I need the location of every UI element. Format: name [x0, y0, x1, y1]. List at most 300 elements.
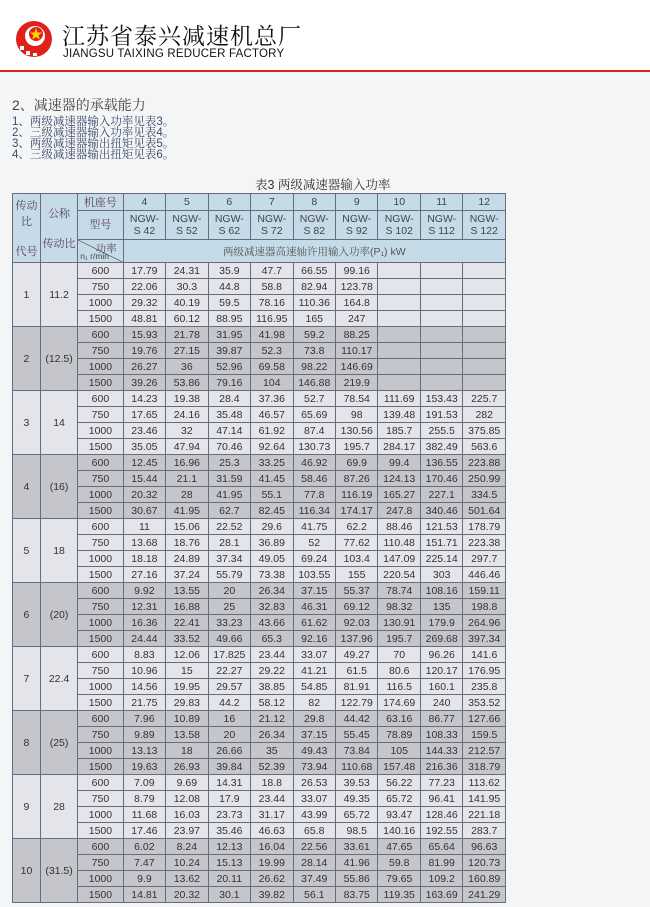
power-value: 41.96 [336, 855, 378, 871]
power-value: 78.54 [336, 391, 378, 407]
power-value: 63.16 [378, 711, 420, 727]
power-value: 247 [336, 311, 378, 327]
power-value: 41.95 [166, 503, 208, 519]
power-value: 41.45 [251, 471, 293, 487]
table-row [13, 743, 506, 759]
power-value: 96.26 [420, 647, 462, 663]
header-text: 公称 [48, 208, 71, 220]
power-value: 49.05 [251, 551, 293, 567]
power-value: 29.22 [251, 663, 293, 679]
power-value: 23.46 [123, 423, 165, 439]
power-value: 39.26 [123, 375, 165, 391]
power-value: 116.19 [336, 487, 378, 503]
speed-cell: 750 [78, 535, 123, 551]
power-value: 30.67 [123, 503, 165, 519]
reference-list [12, 117, 174, 161]
speed-cell: 1500 [78, 311, 123, 327]
power-value: 92.03 [336, 615, 378, 631]
power-value [420, 327, 462, 343]
power-value: 55.86 [336, 871, 378, 887]
power-value: 12.45 [123, 455, 165, 471]
power-value: 14.81 [123, 887, 165, 903]
frame-number: 9 [336, 194, 378, 211]
power-value: 22.06 [123, 279, 165, 295]
power-value: 105 [378, 743, 420, 759]
nominal-ratio: (16) [40, 455, 77, 519]
power-value: 165.27 [378, 487, 420, 503]
power-value [463, 279, 506, 295]
power-value: 41.75 [293, 519, 335, 535]
power-value: 37.49 [293, 871, 335, 887]
power-value: 220.54 [378, 567, 420, 583]
power-value: 15.13 [208, 855, 250, 871]
list-item: 2、三级减速器输入功率见表4。 [12, 127, 175, 139]
nominal-ratio: (20) [40, 583, 77, 647]
table-row [13, 263, 506, 279]
power-value: 25 [208, 599, 250, 615]
power-value: 26.34 [251, 583, 293, 599]
table-row [13, 407, 506, 423]
power-value: 69.58 [251, 359, 293, 375]
power-value: 11 [123, 519, 165, 535]
power-value: 179.9 [420, 615, 462, 631]
speed-cell: 600 [78, 583, 123, 599]
power-value: 195.7 [378, 631, 420, 647]
gear-star-logo-icon [14, 16, 54, 62]
power-value: 18.76 [166, 535, 208, 551]
power-value [378, 375, 420, 391]
table-row [13, 423, 506, 439]
power-value: 31.17 [251, 807, 293, 823]
power-value: 160.1 [420, 679, 462, 695]
power-value: 86.77 [420, 711, 462, 727]
power-value: 146.69 [336, 359, 378, 375]
power-value: 15 [166, 663, 208, 679]
power-value: 73.84 [336, 743, 378, 759]
power-value: 83.75 [336, 887, 378, 903]
power-value: 147.09 [378, 551, 420, 567]
table-row [13, 599, 506, 615]
table-row [13, 615, 506, 631]
power-value: 103.55 [293, 567, 335, 583]
ratio-code: 8 [13, 711, 41, 775]
power-value: 60.12 [166, 311, 208, 327]
power-value [378, 311, 420, 327]
power-value: 39.53 [336, 775, 378, 791]
power-value: 13.58 [166, 727, 208, 743]
power-value: 96.41 [420, 791, 462, 807]
frame-number: 11 [420, 194, 462, 211]
table-row [13, 279, 506, 295]
power-value: 40.19 [166, 295, 208, 311]
power-value [463, 263, 506, 279]
speed-cell: 1000 [78, 615, 123, 631]
power-value: 43.66 [251, 615, 293, 631]
table-row [13, 551, 506, 567]
nominal-ratio: 22.4 [40, 647, 77, 711]
power-value: 35 [251, 743, 293, 759]
power-value: 157.48 [378, 759, 420, 775]
power-value: 240 [420, 695, 462, 711]
power-value: 29.32 [123, 295, 165, 311]
power-value: 81.99 [420, 855, 462, 871]
power-value: 8.83 [123, 647, 165, 663]
speed-cell: 600 [78, 455, 123, 471]
power-value: 55.1 [251, 487, 293, 503]
power-value: 47.14 [208, 423, 250, 439]
power-value: 110.36 [293, 295, 335, 311]
power-value: 29.57 [208, 679, 250, 695]
power-value: 37.15 [293, 727, 335, 743]
power-value: 66.55 [293, 263, 335, 279]
power-value: 37.15 [293, 583, 335, 599]
power-value: 98 [336, 407, 378, 423]
power-value: 20.11 [208, 871, 250, 887]
power-value: 130.56 [336, 423, 378, 439]
power-value: 32 [166, 423, 208, 439]
speed-cell: 750 [78, 855, 123, 871]
header-text: 传动比 [15, 200, 38, 228]
power-value: 65.3 [251, 631, 293, 647]
power-value: 73.38 [251, 567, 293, 583]
nominal-ratio-header [40, 194, 77, 263]
speed-cell: 600 [78, 775, 123, 791]
speed-cell: 1000 [78, 871, 123, 887]
power-value: 219.9 [336, 375, 378, 391]
power-value: 10.89 [166, 711, 208, 727]
power-value: 37.36 [251, 391, 293, 407]
speed-cell: 1500 [78, 759, 123, 775]
power-value: 17.46 [123, 823, 165, 839]
power-value: 52.7 [293, 391, 335, 407]
power-value: 61.62 [293, 615, 335, 631]
speed-cell: 1000 [78, 295, 123, 311]
power-value: 255.5 [420, 423, 462, 439]
speed-cell: 1500 [78, 631, 123, 647]
power-value: 35.05 [123, 439, 165, 455]
power-value: 283.7 [463, 823, 506, 839]
power-value: 23.44 [251, 647, 293, 663]
power-value: 140.16 [378, 823, 420, 839]
power-value: 48.81 [123, 311, 165, 327]
power-value: 49.35 [336, 791, 378, 807]
power-value [420, 295, 462, 311]
power-value: 47.94 [166, 439, 208, 455]
power-value: 23.97 [166, 823, 208, 839]
speed-cell: 600 [78, 839, 123, 855]
power-value: 26.62 [251, 871, 293, 887]
power-value: 35.9 [208, 263, 250, 279]
power-value: 46.63 [251, 823, 293, 839]
speed-cell: 1000 [78, 743, 123, 759]
power-value: 65.72 [336, 807, 378, 823]
power-value: 24.89 [166, 551, 208, 567]
table-row [13, 343, 506, 359]
table-row [13, 311, 506, 327]
power-value: 99.16 [336, 263, 378, 279]
power-value: 13.68 [123, 535, 165, 551]
power-value: 16.96 [166, 455, 208, 471]
power-value: 174.17 [336, 503, 378, 519]
power-value: 36 [166, 359, 208, 375]
power-value: 212.57 [463, 743, 506, 759]
power-value: 15.44 [123, 471, 165, 487]
power-value: 124.13 [378, 471, 420, 487]
power-value: 88.25 [336, 327, 378, 343]
power-value: 28.14 [293, 855, 335, 871]
power-value: 55.37 [336, 583, 378, 599]
ratio-code: 1 [13, 263, 41, 327]
model-name: NGW-S 72 [251, 211, 293, 240]
company-name-en: JIANGSU TAIXING REDUCER FACTORY [63, 48, 285, 60]
power-value: 9.92 [123, 583, 165, 599]
power-value [378, 279, 420, 295]
speed-cell: 600 [78, 519, 123, 535]
power-value: 39.87 [208, 343, 250, 359]
model-name: NGW-S 82 [293, 211, 335, 240]
speed-cell: 1500 [78, 375, 123, 391]
power-value [420, 263, 462, 279]
power-value: 18 [166, 743, 208, 759]
power-value: 21.1 [166, 471, 208, 487]
power-value: 73.94 [293, 759, 335, 775]
power-value: 78.16 [251, 295, 293, 311]
power-value: 26.34 [251, 727, 293, 743]
power-value: 10.24 [166, 855, 208, 871]
table-row [13, 823, 506, 839]
power-value: 35.46 [208, 823, 250, 839]
power-value: 82 [293, 695, 335, 711]
power-value: 20.32 [166, 887, 208, 903]
power-value: 77.8 [293, 487, 335, 503]
power-value: 17.825 [208, 647, 250, 663]
power-value: 9.89 [123, 727, 165, 743]
power-value: 7.96 [123, 711, 165, 727]
speed-cell: 750 [78, 599, 123, 615]
power-value: 56.22 [378, 775, 420, 791]
power-value: 30.3 [166, 279, 208, 295]
power-value: 44.8 [208, 279, 250, 295]
table-row [13, 727, 506, 743]
power-value: 235.8 [463, 679, 506, 695]
list-item: 1、两级减速器输入功率见表3。 [12, 116, 175, 128]
power-value: 104 [251, 375, 293, 391]
power-value: 29.8 [293, 711, 335, 727]
speed-cell: 750 [78, 279, 123, 295]
power-value: 176.95 [463, 663, 506, 679]
power-value [420, 359, 462, 375]
power-value: 185.7 [378, 423, 420, 439]
power-value: 130.73 [293, 439, 335, 455]
power-value: 73.8 [293, 343, 335, 359]
power-value: 382.49 [420, 439, 462, 455]
power-value: 103.4 [336, 551, 378, 567]
speed-cell: 1500 [78, 695, 123, 711]
power-value: 92.64 [251, 439, 293, 455]
power-table [12, 193, 506, 903]
speed-cell: 1500 [78, 439, 123, 455]
power-value: 37.24 [166, 567, 208, 583]
power-value: 58.8 [251, 279, 293, 295]
power-value: 12.08 [166, 791, 208, 807]
power-value: 297.7 [463, 551, 506, 567]
power-value: 108.16 [420, 583, 462, 599]
frame-number: 8 [293, 194, 335, 211]
power-value: 25.3 [208, 455, 250, 471]
power-value [378, 263, 420, 279]
power-value: 35.48 [208, 407, 250, 423]
model-name: NGW-S 102 [378, 211, 420, 240]
table-row [13, 887, 506, 903]
power-value: 47.7 [251, 263, 293, 279]
table-row [13, 487, 506, 503]
frame-number: 5 [166, 194, 208, 211]
power-value: 116.5 [378, 679, 420, 695]
speed-cell: 1500 [78, 887, 123, 903]
power-value: 52.39 [251, 759, 293, 775]
power-value: 56.1 [293, 887, 335, 903]
power-value: 69.24 [293, 551, 335, 567]
power-value: 87.4 [293, 423, 335, 439]
table-row [13, 855, 506, 871]
list-item: 4、三级减速器输出扭矩见表6。 [12, 149, 175, 161]
power-value [463, 343, 506, 359]
power-value: 353.52 [463, 695, 506, 711]
power-value: 38.85 [251, 679, 293, 695]
power-value: 17.9 [208, 791, 250, 807]
power-value: 58.12 [251, 695, 293, 711]
power-value: 27.15 [166, 343, 208, 359]
power-value: 53.86 [166, 375, 208, 391]
power-value: 18.8 [251, 775, 293, 791]
nominal-ratio: (31.5) [40, 839, 77, 903]
power-value: 93.47 [378, 807, 420, 823]
power-value: 82.94 [293, 279, 335, 295]
model-name: NGW-S 122 [463, 211, 506, 240]
model-name: NGW-S 62 [208, 211, 250, 240]
power-value: 79.16 [208, 375, 250, 391]
power-value [463, 327, 506, 343]
table-row [13, 295, 506, 311]
power-value: 96.63 [463, 839, 506, 855]
power-value: 223.38 [463, 535, 506, 551]
power-value: 264.96 [463, 615, 506, 631]
power-value: 33.07 [293, 647, 335, 663]
power-value: 216.36 [420, 759, 462, 775]
speed-cell: 600 [78, 647, 123, 663]
power-value: 8.79 [123, 791, 165, 807]
power-value: 19.76 [123, 343, 165, 359]
power-value: 14.56 [123, 679, 165, 695]
power-value: 13.13 [123, 743, 165, 759]
nominal-ratio: 28 [40, 775, 77, 839]
table-row [13, 663, 506, 679]
power-value: 33.52 [166, 631, 208, 647]
power-value: 79.65 [378, 871, 420, 887]
power-value: 397.34 [463, 631, 506, 647]
power-value: 14.23 [123, 391, 165, 407]
power-value: 22.56 [293, 839, 335, 855]
ratio-code: 9 [13, 775, 41, 839]
power-value: 44.42 [336, 711, 378, 727]
frame-number: 10 [378, 194, 420, 211]
power-value: 146.88 [293, 375, 335, 391]
speed-cell: 1500 [78, 567, 123, 583]
power-value: 33.07 [293, 791, 335, 807]
power-value: 39.84 [208, 759, 250, 775]
power-value: 223.88 [463, 455, 506, 471]
table-row [13, 647, 506, 663]
power-value: 62.2 [336, 519, 378, 535]
power-value: 170.46 [420, 471, 462, 487]
table-row [13, 455, 506, 471]
power-value: 108.33 [420, 727, 462, 743]
power-value: 10.96 [123, 663, 165, 679]
power-value: 28.1 [208, 535, 250, 551]
power-value: 110.68 [336, 759, 378, 775]
power-value: 9.9 [123, 871, 165, 887]
power-value: 7.09 [123, 775, 165, 791]
power-value: 141.95 [463, 791, 506, 807]
speed-label: n₁ r/min [80, 251, 110, 261]
power-value: 13.55 [166, 583, 208, 599]
table-row [13, 775, 506, 791]
table-row [13, 679, 506, 695]
speed-cell: 1000 [78, 423, 123, 439]
model-name: NGW-S 92 [336, 211, 378, 240]
power-description: 两级减速器高速轴许用输入功率(P₁) kW [123, 240, 505, 263]
nominal-ratio: 11.2 [40, 263, 77, 327]
ratio-code: 4 [13, 455, 41, 519]
power-value: 22.41 [166, 615, 208, 631]
power-value: 12.13 [208, 839, 250, 855]
power-value [463, 359, 506, 375]
power-label: 功率 [95, 243, 117, 255]
power-value: 39.82 [251, 887, 293, 903]
power-value: 31.95 [208, 327, 250, 343]
speed-cell: 750 [78, 727, 123, 743]
power-value: 47.65 [378, 839, 420, 855]
power-value: 225.14 [420, 551, 462, 567]
power-value: 82.45 [251, 503, 293, 519]
power-value: 19.38 [166, 391, 208, 407]
power-value: 225.7 [463, 391, 506, 407]
power-value: 69.9 [336, 455, 378, 471]
power-value: 24.16 [166, 407, 208, 423]
power-value [420, 343, 462, 359]
nominal-ratio: (12.5) [40, 327, 77, 391]
power-value: 29.6 [251, 519, 293, 535]
table-row [13, 375, 506, 391]
power-value: 77.23 [420, 775, 462, 791]
power-value [378, 359, 420, 375]
speed-cell: 750 [78, 663, 123, 679]
power-value: 151.71 [420, 535, 462, 551]
frame-number: 6 [208, 194, 250, 211]
speed-cell: 600 [78, 263, 123, 279]
power-value: 24.44 [123, 631, 165, 647]
power-value: 61.5 [336, 663, 378, 679]
power-value: 111.69 [378, 391, 420, 407]
power-value: 155 [336, 567, 378, 583]
power-value: 46.92 [293, 455, 335, 471]
power-value: 65.72 [378, 791, 420, 807]
power-value: 22.27 [208, 663, 250, 679]
power-value: 174.69 [378, 695, 420, 711]
power-value: 30.1 [208, 887, 250, 903]
power-value: 269.68 [420, 631, 462, 647]
list-item: 3、两级减速器输出扭矩见表5。 [12, 138, 175, 150]
